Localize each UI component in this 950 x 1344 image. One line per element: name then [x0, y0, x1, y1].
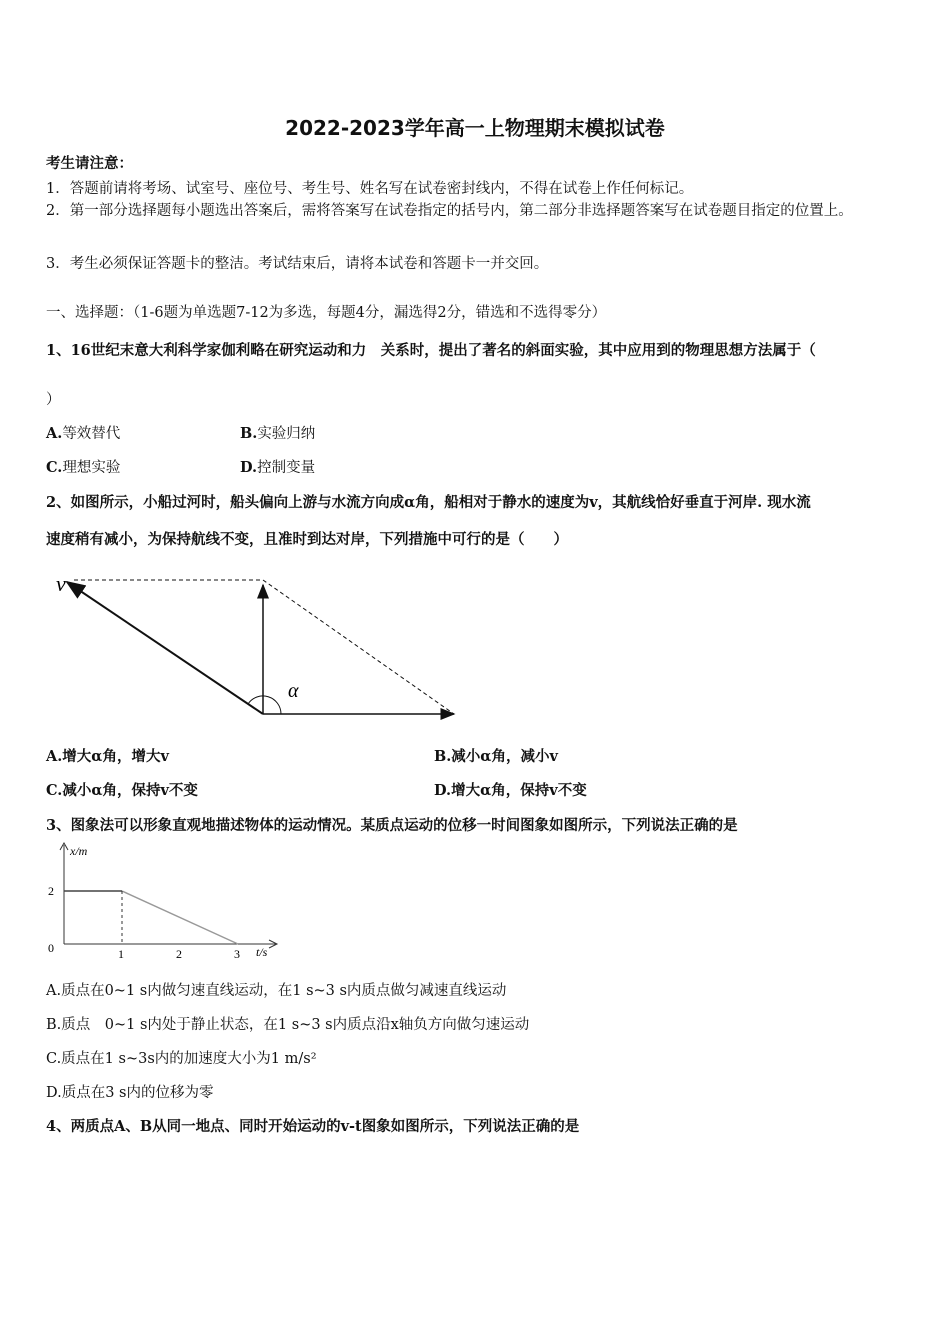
- q1-option-a-key: A.: [46, 425, 63, 442]
- q3-option-c[interactable]: C.质点在1 s~3s内的加速度大小为1 m/s²: [46, 1051, 317, 1067]
- section-heading: 一、选择题：（1-6题为单选题7-12为多选，每题4分，漏选得2分，错选和不选得零分）: [46, 305, 607, 321]
- q1-option-c-key: C.: [46, 459, 63, 476]
- q3-option-d[interactable]: D.质点在3 s内的位移为零: [46, 1085, 214, 1101]
- origin-label: 0: [48, 941, 54, 955]
- q1-option-a[interactable]: [46, 422, 120, 443]
- q2-option-d[interactable]: D.增大α角，保持v不变: [434, 782, 587, 799]
- series-0-segment-1: [122, 891, 238, 944]
- q1-option-d[interactable]: [240, 456, 315, 477]
- v-label: v: [56, 571, 66, 596]
- q2-option-b[interactable]: B.减小α角，减小v: [434, 748, 558, 765]
- q1-option-c[interactable]: [46, 456, 120, 477]
- q1-option-a-text: 等效替代: [62, 426, 121, 442]
- q2-option-c[interactable]: C.减小α角，保持v不变: [46, 782, 198, 799]
- notice-heading: 考生请注意：: [46, 155, 133, 172]
- q3-stem: 3、图象法可以形象直观地描述物体的运动情况。某质点运动的位移一时间图象如图所示，下列说法正确的是: [46, 817, 738, 834]
- notice-item-2: 2．第一部分选择题每小题选出答案后，需将答案写在试卷指定的括号内，第二部分非选择题答案写在试卷题目指定的位置上。: [46, 203, 853, 219]
- page-title: 2022-2023学年高一上物理期末模拟试卷: [285, 116, 665, 140]
- velocity-diagram: [40, 565, 480, 730]
- x-tick-label-1: 1: [118, 947, 124, 961]
- q3-option-b[interactable]: B.质点 0~1 s内处于静止状态，在1 s~3 s内质点沿x轴负方向做匀速运动: [46, 1017, 530, 1033]
- q1-stem: 1、16世纪末意大利科学家伽利略在研究运动和力 关系时，提出了著名的斜面实验，其中应用到的物理思想方法属于（: [46, 342, 816, 359]
- q1-option-d-text: 控制变量: [257, 460, 316, 476]
- q2-stem-2: 速度稍有减小，为保持航线不变，且准时到达对岸，下列措施中可行的是（ ）: [46, 531, 568, 548]
- x-tick-label-2: 2: [176, 947, 182, 961]
- q2-stem: 2、如图所示，小船过河时，船头偏向上游与水流方向成α角，船相对于静水的速度为v，其航线恰好垂直于河岸. 现水流: [46, 494, 811, 511]
- q1-option-b[interactable]: [240, 422, 315, 443]
- velocity-vector: [67, 582, 263, 714]
- q1-stem-end: ）: [46, 392, 61, 408]
- notice-item-1: 1．答题前请将考场、试室号、座位号、考生号、姓名写在试卷密封线内，不得在试卷上作任何标记。: [46, 181, 694, 197]
- notice-item-3: 3．考生必须保证答题卡的整洁。考试结束后，请将本试卷和答题卡一并交回。: [46, 256, 549, 272]
- x-axis-label: t/s: [256, 945, 268, 959]
- q2-option-a[interactable]: A.增大α角，增大v: [46, 748, 169, 765]
- x-tick-label-3: 3: [234, 947, 240, 961]
- q4-stem: 4、两质点A、B从同一地点、同时开始运动的v-t图象如图所示，下列说法正确的是: [46, 1118, 580, 1135]
- q1-option-b-key: B.: [240, 425, 258, 442]
- q1-option-d-key: D.: [240, 459, 258, 476]
- y-tick-label-2: 2: [48, 884, 54, 898]
- xt-chart: [40, 840, 290, 965]
- angle-arc: [248, 696, 281, 714]
- y-axis-label: x/m: [70, 844, 88, 858]
- q3-option-a[interactable]: A.质点在0~1 s内做匀速直线运动，在1 s~3 s内质点做匀减速直线运动: [46, 983, 507, 999]
- q1-option-b-text: 实验归纳: [257, 426, 316, 442]
- alpha-label: α: [288, 680, 299, 702]
- q1-option-c-text: 理想实验: [62, 460, 121, 476]
